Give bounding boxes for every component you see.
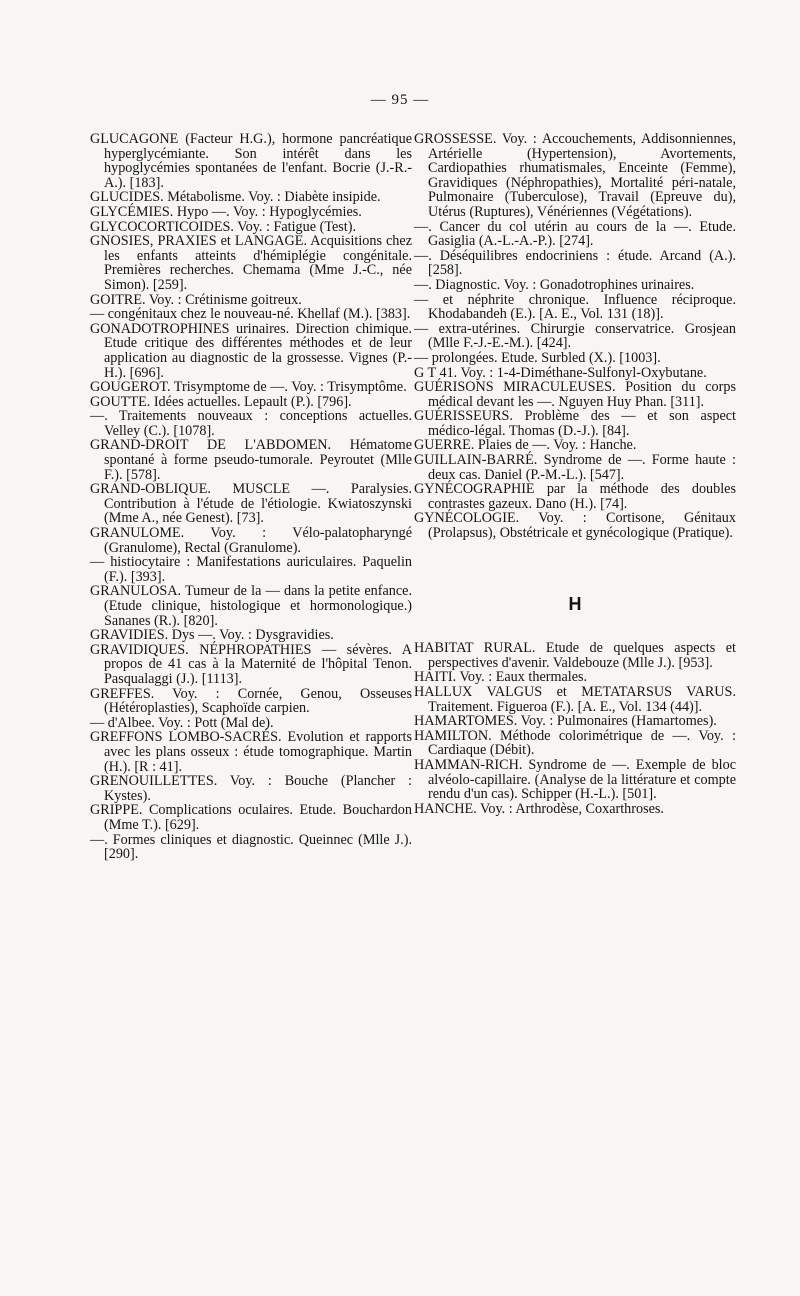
index-entry: GONADOTROPHINES urinaires. Direction chimique. Etude critique des différentes méthodes et de leur application au diagnostic de la grossesse. Vignes (P.-H.). [696]. [90,320,412,381]
index-entry: HAMILTON. Méthode colorimétrique de —. Voy. : Cardiaque (Débit). [414,727,736,759]
index-entry: GRAND-DROIT DE L'ABDOMEN. Hématome spontané à forme pseudo-tumorale. Peyroutet (Mlle F.). [578]. [90,437,412,483]
index-entry: HAMARTOMES. Voy. : Pulmonaires (Hamartomes). [414,713,717,730]
index-entry: HABITAT RURAL. Etude de quelques aspects et perspectives d'avenir. Valdebouze (Mlle J.). [953]. [414,640,736,671]
index-entry: —. Cancer du col utérin au cours de la —. Etude. Gasiglia (A.-L.-A.-P.). [274]. [414,218,736,250]
index-entry: GYNÉCOLOGIE. Voy. : Cortisone, Génitaux (Prolapsus), Obstétricale et gynécologique (Pratique). [414,510,736,542]
index-entry: — prolongées. Etude. Surbled (X.). [1003]. [414,349,661,366]
index-entry: — d'Albee. Voy. : Pott (Mal de). [90,714,274,731]
index-entry: GUILLAIN-BARRÉ. Syndrome de —. Forme haute : deux cas. Daniel (P.-M.-L.). [547]. [414,452,736,483]
right-column [414,132,736,816]
index-entry: —. Diagnostic. Voy. : Gonadotrophines urinaires. [414,276,695,293]
page-number: — 95 — [370,92,430,108]
index-entry: GRANULOSA. Tumeur de la — dans la petite enfance. (Etude clinique, histologique et hormonologique.) Sananes (R.). [820]. [90,583,412,629]
index-entry: GRAVIDIQUES. NÉPHROPATHIES — sévères. A propos de 41 cas à la Maternité de l'hôpital Tenon. Pasqualaggi (J.). [1113]. [90,641,412,687]
index-entry: HAMMAN-RICH. Syndrome de —. Exemple de bloc alvéolo-capillaire. (Analyse de la littérature et compte rendu d'un cas). Schipper (H.-L.). [501]. [414,756,736,803]
index-entry: GREFFES. Voy. : Cornée, Genou, Osseuses (Hétéroplasties), Scaphoïde carpien. [90,685,412,717]
index-entry: GRENOUILLETTES. Voy. : Bouche (Plancher : Kystes). [90,773,412,804]
index-entry: —. Formes cliniques et diagnostic. Queinnec (Mlle J.). [290]. [90,831,412,863]
index-entry: — et néphrite chronique. Influence réciproque. Khodabandeh (E.). [A. E., Vol. 131 (18)]. [414,291,736,323]
index-entry: —. Déséquilibres endocriniens : étude. Arcand (A.). [258]. [414,247,736,279]
index-entry: — extra-utérines. Chirurgie conservatrice. Grosjean (Mlle F.-J.-E.-M.). [424]. [414,320,736,352]
section-letter-heading: H [568,593,582,614]
index-entry: GUÉRISSEURS. Problème des — et son aspect médico-légal. Thomas (D.-J.). [84]. [414,408,736,439]
index-entry: GRAVIDIES. Dys —. Voy. : Dysgravidies. [90,627,334,644]
index-entry: GRANULOME. Voy. : Vélo-palatopharyngé (Granulome), Rectal (Granulome). [90,525,412,556]
index-entry: GLUCAGONE (Facteur H.G.), hormone pancréatique hyperglycémiante. Son intérêt dans les hypoglycémies spontanées de l'enfant. Bocrie (J.-R.-A.). [183]. [90,131,412,191]
index-entry: — congénitaux chez le nouveau-né. Khellaf (M.). [383]. [90,306,411,323]
index-entry: GLYCOCORTICOIDES. Voy. : Fatigue (Test). [90,218,357,235]
left-column [90,132,412,862]
index-entry: GLUCIDES. Métabolisme. Voy. : Diabète insipide. [90,189,381,206]
index-entry: GOUTTE. Idées actuelles. Lepault (P.). [796]. [90,393,352,410]
index-entry: GUERRE. Plaies de —. Voy. : Hanche. [414,437,637,454]
index-entry: — histiocytaire : Manifestations auriculaires. Paquelin (F.). [393]. [90,554,412,585]
index-entry: HANCHE. Voy. : Arthrodèse, Coxarthroses. [414,800,664,817]
index-entry: HAITI. Voy. : Eaux thermales. [414,669,588,686]
index-entry: GRAND-OBLIQUE. MUSCLE —. Paralysies. Contribution à l'étude de l'étiologie. Kwiatoszynski (Mme A., née Genest). [73]. [90,481,412,527]
index-entry: GREFFONS LOMBO-SACRÉS. Evolution et rapports avec les plans osseux : étude tomographique. Martin (H.). [R : 41]. [90,729,412,775]
index-entry: GROSSESSE. Voy. : Accouchements, Addisonniennes, Artérielle (Hypertension), Avortements, Cardiopathies rhumatismales, Enceinte (Femme), Gravidiques (Néphropathies), Mortalité péri-natale, Pulmonaire (Tuberculose), Travail (Epreuve du), Utérus (Ruptures), Vénériennes (Végétations). [414,131,736,220]
index-entry: GOUGEROT. Trisymptome de —. Voy. : Trisymptôme. [90,379,407,396]
index-entry: HALLUX VALGUS et METATARSUS VARUS. Traitement. Figueroa (F.). [A. E., Vol. 134 (44)]. [414,684,736,715]
index-entry: G T 41. Voy. : 1-4-Diméthane-Sulfonyl-Oxybutane. [414,364,707,381]
index-entry: GYNÉCOGRAPHIE par la méthode des doubles contrastes gazeux. Dano (H.). [74]. [414,481,736,512]
index-entry: GUÉRISONS MIRACULEUSES. Position du corps médical devant les —. Nguyen Huy Phan. [311]. [414,379,736,410]
index-entry: GNOSIES, PRAXIES et LANGAGE. Acquisitions chez les enfants atteints d'hémiplégie congénitale. Premières recherches. Chemama (Mme J.-C., née Simon). [259]. [90,233,412,293]
index-entry: GOITRE. Voy. : Crétinisme goitreux. [90,291,302,308]
index-entry: GRIPPE. Complications oculaires. Etude. Bouchardon (Mme T.). [629]. [90,802,412,833]
index-entry: —. Traitements nouveaux : conceptions actuelles. Velley (C.). [1078]. [90,408,412,439]
index-entry: GLYCÉMIES. Hypo —. Voy. : Hypoglycémies. [90,203,362,220]
